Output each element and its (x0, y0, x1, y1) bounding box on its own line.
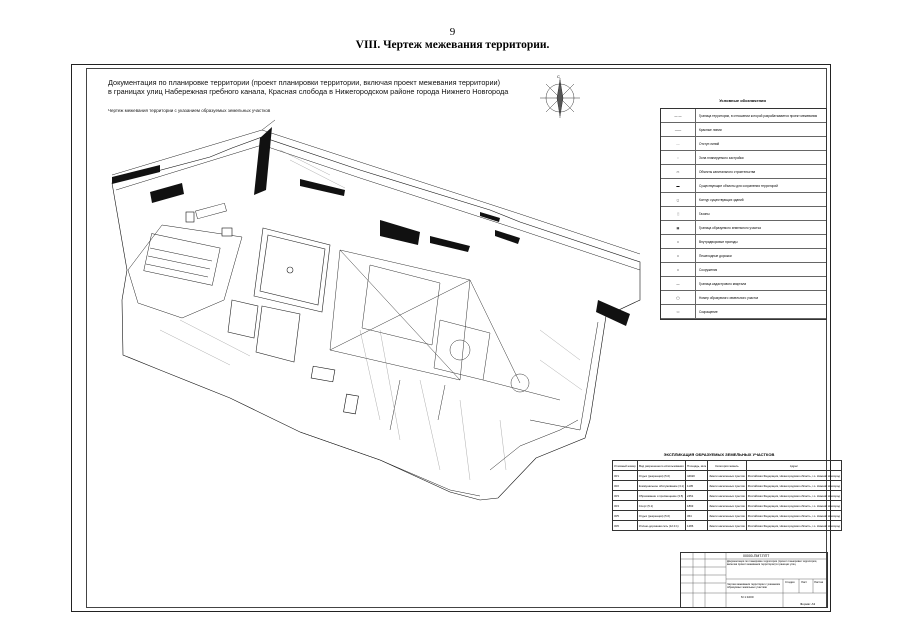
legend-symbol: — — (661, 109, 696, 122)
park-paths (330, 250, 560, 430)
table-cell: 1893 (686, 501, 708, 511)
legend-item: Контур существующих зданий (699, 197, 744, 202)
legend-row (661, 263, 826, 277)
legend (660, 98, 825, 338)
legend-item: Красные линии (699, 127, 722, 132)
legend-item: Сооружения (699, 267, 718, 272)
table-cell: ЗУ3 (613, 491, 638, 501)
drawing-title-line2: в границах улиц Набережная гребного канала, Красная слобода в Нижегородском районе города Нижнего Новгорода (108, 87, 509, 97)
legend-row (661, 137, 826, 151)
small-buildings (186, 212, 358, 414)
table-cell: Отдых (рекреация) (5.0) (637, 471, 685, 481)
table-cell: Земли населенных пунктов (708, 481, 747, 491)
legend-row (661, 249, 826, 263)
legend-row (661, 193, 826, 207)
table-cell: ЗУ4 (613, 501, 638, 511)
table-cell: Земли населенных пунктов (708, 511, 747, 521)
legend-item: Пешеходные дорожки (699, 253, 732, 258)
legend-symbol: □ (661, 249, 696, 262)
sheet-label: Лист (801, 580, 808, 584)
table-cell: Земли населенных пунктов (708, 471, 747, 481)
table-cell: ЗУ5 (613, 511, 638, 521)
column-header: Вид разрешенного использования (637, 461, 685, 471)
table-cell: Российская Федерация, Нижегородская область, г.о. Нижний Новгород (746, 491, 841, 501)
legend-symbol: □ (661, 235, 696, 248)
legend-symbol: — (661, 277, 696, 290)
legend-item: Граница кадастрового квартала (699, 281, 747, 286)
page-number: 9 (449, 26, 456, 38)
legend-symbol: ░ (661, 207, 696, 220)
legend-row (661, 221, 826, 235)
legend-symbol: □ (661, 263, 696, 276)
table-cell: ЗУ6 (613, 521, 638, 531)
legend-item: Граница территории, в отношении которой разрабатывается проект межевания (699, 113, 818, 118)
explication-title: ЭКСПЛИКАЦИЯ ОБРАЗУЕМЫХ ЗЕМЕЛЬНЫХ УЧАСТКОВ (663, 452, 775, 457)
legend-row (661, 123, 826, 137)
table-cell: Российская Федерация, Нижегородская область, г.о. Нижний Новгород (746, 521, 841, 531)
column-header: Категория земель (708, 461, 747, 471)
table-cell: Земли населенных пунктов (708, 491, 747, 501)
format-label: Формат А3 (800, 602, 816, 606)
legend-symbol: ◯ (661, 291, 696, 304)
legend-item: Отступ линий (699, 141, 720, 146)
table-cell: Спорт (5.1) (637, 501, 685, 511)
table-cell: Земли населенных пунктов (708, 501, 747, 511)
legend-symbol: ▫ (661, 151, 696, 164)
drawing-subtitle: Чертеж межевания территории с указанием образуемых земельных участков (108, 108, 271, 113)
compass-rose-icon (540, 78, 580, 118)
legend-row (661, 207, 826, 221)
table-cell: ЗУ1 (613, 471, 638, 481)
table-header-row (613, 461, 842, 471)
explication (612, 452, 841, 531)
table-cell: 1286 (686, 521, 708, 531)
legend-row (661, 235, 826, 249)
existing-structures (112, 127, 630, 326)
drawing-title-line1: Документация по планировке территории (проект планировки территории, включая проект межевания территории) (108, 78, 501, 87)
legend-row (661, 277, 826, 291)
table-cell: Российская Федерация, Нижегородская область, г.о. Нижний Новгород (746, 471, 841, 481)
document-code: 00000-ПМТ.ППТ (743, 554, 770, 558)
compass-north-label: С (557, 74, 560, 79)
legend-row (661, 305, 826, 319)
table-row (613, 481, 842, 491)
legend-row (661, 109, 826, 123)
legend-table (660, 108, 827, 320)
table-cell: ЗУ2 (613, 481, 638, 491)
legend-item: Существующие объекты для сохранения территорий (699, 183, 778, 188)
scale-label: М 1:1000 (741, 595, 754, 599)
explication-table (612, 460, 842, 531)
legend-item: Внутридворовые проезды (699, 239, 738, 244)
table-row (613, 511, 842, 521)
school-plot (128, 203, 242, 318)
table-cell: 2451 (686, 491, 708, 501)
legend-row (661, 291, 826, 305)
legend-symbol: ▭ (661, 165, 696, 178)
column-header: Адрес (746, 461, 841, 471)
legend-row (661, 179, 826, 193)
table-cell: Отдых (рекреация) (5.0) (637, 511, 685, 521)
table-cell: Образование и просвещение (3.5) (637, 491, 685, 501)
table-cell: Коммунальное обслуживание (3.1) (637, 481, 685, 491)
legend-symbol: - - (661, 137, 696, 150)
planning-boundary (112, 137, 640, 500)
table-cell: Улично-дорожная сеть (12.0.1) (637, 521, 685, 531)
table-cell: 1105 (686, 481, 708, 491)
legend-item: Зона планируемого застройки (699, 155, 744, 160)
sheets-label: Листов (814, 580, 824, 584)
table-row (613, 491, 842, 501)
table-row (613, 501, 842, 511)
table-row (613, 471, 842, 481)
table-cell: 364 (686, 511, 708, 521)
table-cell: Земли населенных пунктов (708, 521, 747, 531)
table-cell: 44920 (686, 471, 708, 481)
legend-symbol: ▦ (661, 221, 696, 234)
stage-label: Стадия (785, 580, 795, 584)
sports-field (228, 228, 330, 362)
legend-item: Сокращение (699, 309, 718, 314)
terrain-hatching (160, 150, 582, 480)
legend-title: Условные обозначения (719, 98, 766, 103)
road-band (112, 120, 640, 270)
legend-symbol: ⬭ (661, 305, 696, 318)
legend-item: Номер образуемого земельного участка (699, 295, 759, 300)
legend-symbol: —— (661, 123, 696, 136)
legend-item: Газоны (699, 211, 710, 216)
document-description: Документация по планировке территории (проект планировки территории, включая проект межевания территории) в границах улиц (727, 560, 818, 567)
title-block (680, 552, 828, 608)
table-cell: Российская Федерация, Нижегородская область, г.о. Нижний Новгород (746, 481, 841, 491)
table-cell: Российская Федерация, Нижегородская область, г.о. Нижний Новгород (746, 501, 841, 511)
column-header: Площадь, кв.м (686, 461, 708, 471)
legend-item: Объекты капитального строительства (699, 169, 756, 174)
sheet-name: Чертеж межевания территории с указанием образуемых земельных участков (727, 583, 781, 590)
legend-symbol: ◻ (661, 193, 696, 206)
section-title: VIII. Чертеж межевания территории. (355, 39, 550, 51)
table-cell: Российская Федерация, Нижегородская область, г.о. Нижний Новгород (746, 511, 841, 521)
column-header: Условный номер (613, 461, 638, 471)
legend-row (661, 165, 826, 179)
legend-symbol: ▬ (661, 179, 696, 192)
legend-row (661, 151, 826, 165)
table-row (613, 521, 842, 531)
legend-item: Граница образуемого земельного участка (699, 225, 761, 230)
